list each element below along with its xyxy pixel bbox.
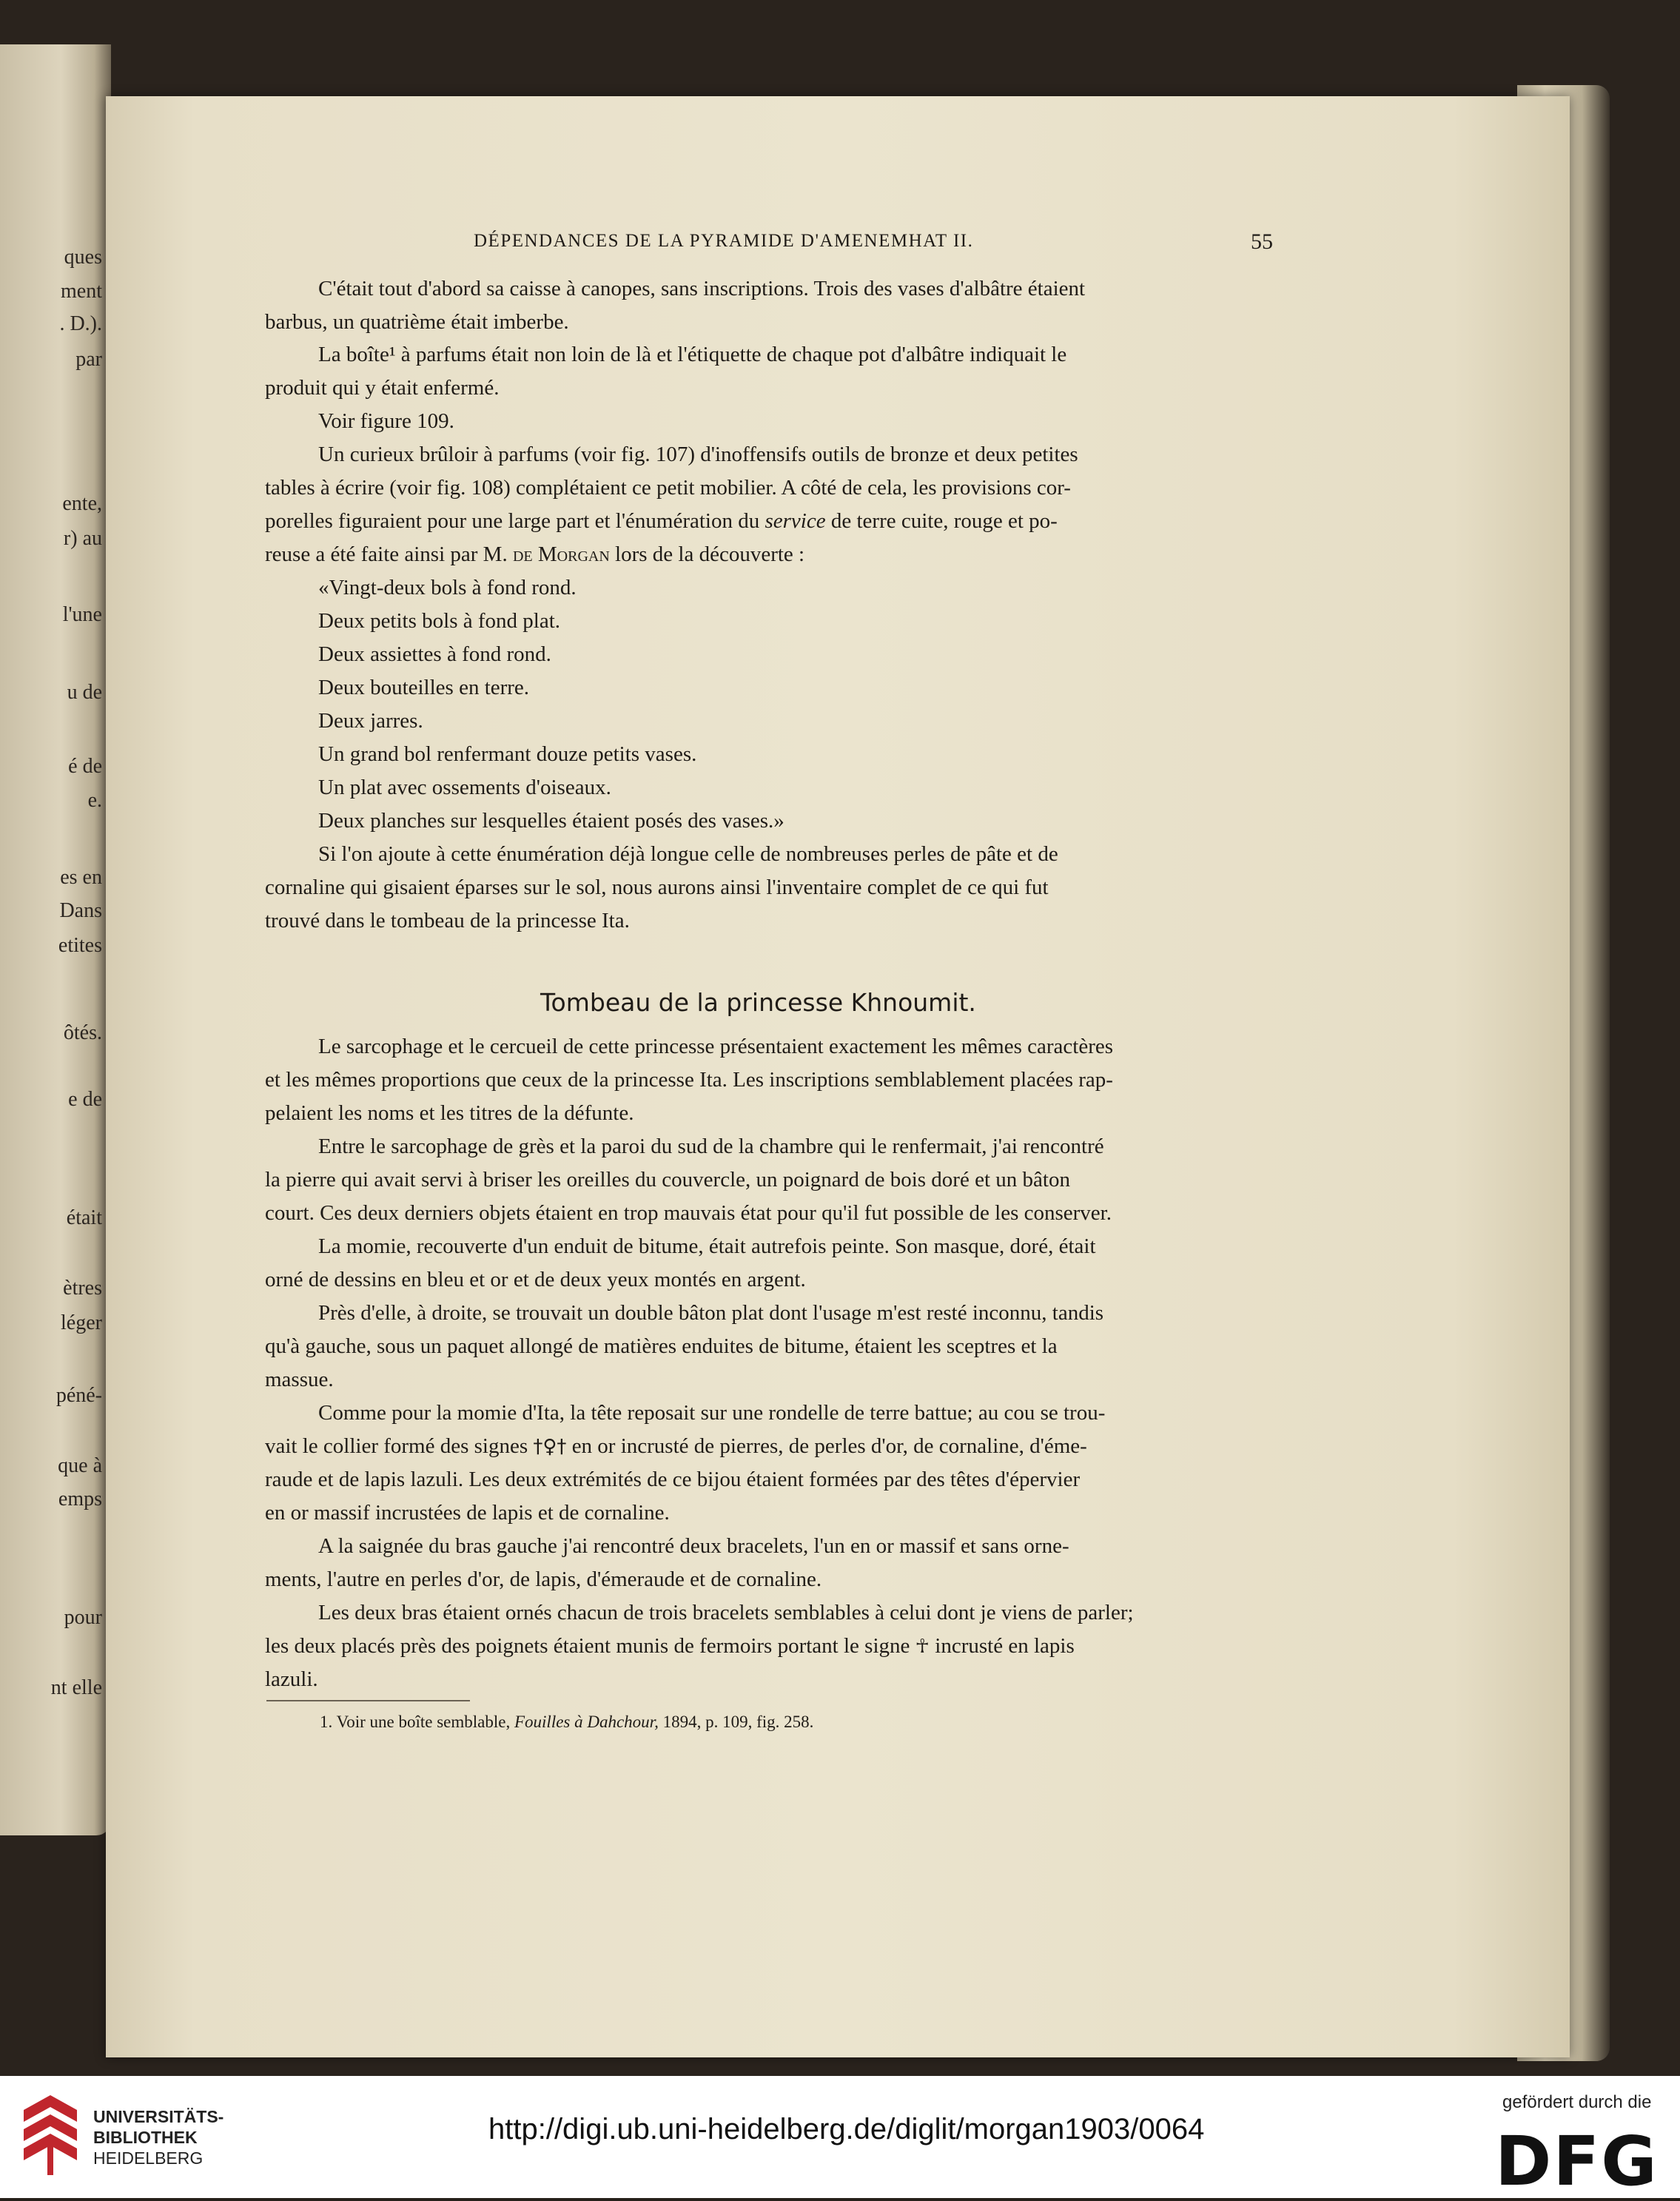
text-segment: de terre cuite, rouge et po-	[830, 509, 1058, 533]
list-item: «Vingt-deux bols à fond rond.	[318, 576, 577, 599]
text-line: C'était tout d'abord sa caisse à canopes, sans inscriptions. Trois des vases d'albâtre étaient	[318, 277, 1086, 300]
left-page-fragment: que à	[58, 1454, 102, 1477]
left-page-fragment: ques	[64, 246, 102, 269]
left-page-fragment: ment	[61, 280, 102, 303]
library-name-line: HEIDELBERG	[93, 2148, 204, 2168]
text-line: lazuli.	[265, 1667, 318, 1691]
text-line: A la saignée du bras gauche j'ai rencontré deux bracelets, l'un en or massif et sans orne-	[318, 1534, 1069, 1558]
text-line: La boîte¹ à parfums était non loin de là et l'étiquette de chaque pot d'albâtre indiquait le	[318, 343, 1067, 366]
list-item: Deux bouteilles en terre.	[318, 676, 530, 699]
dfg-logo: DFG	[1495, 2122, 1659, 2201]
footnote-rule	[266, 1700, 470, 1701]
text-line: Un curieux brûloir à parfums (voir fig. 107) d'inoffensifs outils de bronze et deux petites	[318, 443, 1078, 466]
text-line: Près d'elle, à droite, se trouvait un double bâton plat dont l'usage m'est resté inconnu, tandis	[318, 1301, 1104, 1325]
text-segment: reuse a été faite ainsi par M.	[265, 542, 508, 566]
text-line: produit qui y était enfermé.	[265, 376, 500, 400]
italic-term: service	[765, 509, 826, 533]
text-line: qu'à gauche, sous un paquet allongé de matières enduites de bitume, étaient les sceptres et la	[265, 1334, 1058, 1358]
library-name-line: UNIVERSITÄTS-	[93, 2107, 224, 2126]
list-item: Deux planches sur lesquelles étaient posés des vases.»	[318, 809, 784, 833]
left-page-fragment: e.	[87, 789, 102, 812]
left-page-fragment: était	[66, 1206, 102, 1229]
list-item: Deux jarres.	[318, 709, 423, 733]
left-page-fragment: es en	[60, 866, 102, 889]
text-line	[265, 1434, 1087, 1459]
left-page-fragment: par	[75, 348, 102, 371]
text-line	[265, 509, 1058, 534]
text-line: massue.	[265, 1368, 334, 1391]
text-segment: incrusté en lapis	[935, 1634, 1075, 1658]
left-page-fragment: ôtés.	[63, 1021, 102, 1044]
page-number: 55	[1251, 229, 1273, 254]
left-page-fragment: Dans	[59, 899, 102, 922]
text-line: Voir figure 109.	[318, 409, 454, 433]
viewer-footer	[0, 2076, 1680, 2201]
left-page-fragment: nt elle	[50, 1676, 102, 1699]
text-line: court. Ces deux derniers objets étaient en trop mauvais état pour qu'il fut possible de les conserver.	[265, 1201, 1112, 1225]
left-page-fragment: l'une	[62, 603, 102, 626]
text-line: tables à écrire (voir fig. 108) complétaient ce petit mobilier. A côté de cela, les provisions cor-	[265, 476, 1071, 500]
text-line: et les mêmes proportions que ceux de la princesse Ita. Les inscriptions semblablement placées rap-	[265, 1068, 1113, 1092]
text-line: Comme pour la momie d'Ita, la tête reposait sur une rondelle de terre battue; au cou se trou-	[318, 1401, 1106, 1425]
text-segment: les deux placés près des poignets étaient munis de fermoirs portant le signe	[265, 1634, 910, 1658]
text-line: Les deux bras étaient ornés chacun de trois bracelets semblables à celui dont je viens de parler;	[318, 1601, 1134, 1624]
left-page-fragment: ente,	[62, 492, 102, 515]
text-line: raude et de lapis lazuli. Les deux extrémités de ce bijou étaient formées par des têtes d'épervier	[265, 1468, 1081, 1491]
text-line: en or massif incrustées de lapis et de cornaline.	[265, 1501, 670, 1525]
list-item: Deux petits bols à fond plat.	[318, 609, 561, 633]
text-line: La momie, recouverte d'un enduit de bitume, était autrefois peinte. Son masque, doré, était	[318, 1234, 1096, 1258]
library-name-line: BIBLIOTHEK	[93, 2128, 198, 2147]
text-line: orné de dessins en bleu et or et de deux yeux montés en argent.	[265, 1268, 806, 1291]
section-title: Tombeau de la princesse Khnoumit.	[540, 988, 976, 1017]
ankh-sign-icon: ☥	[915, 1636, 930, 1658]
funding-caption: gefördert durch die	[1502, 2092, 1652, 2112]
permalink-url[interactable]: http://digi.ub.uni-heidelberg.de/diglit/morgan1903/0064	[488, 2113, 1205, 2145]
left-page-fragment: léger	[61, 1311, 102, 1334]
text-line: pelaient les noms et les titres de la défunte.	[265, 1101, 634, 1125]
list-item: Un plat avec ossements d'oiseaux.	[318, 776, 611, 799]
left-page-fragment: emps	[58, 1488, 102, 1511]
left-page-fragment: r) au	[63, 527, 102, 550]
university-library-logo-icon[interactable]	[21, 2092, 80, 2177]
left-page-fragment: péné-	[56, 1384, 102, 1407]
footnote-text: 1. Voir une boîte semblable,	[320, 1713, 511, 1731]
text-line: barbus, un quatrième était imberbe.	[265, 310, 569, 334]
text-line: Entre le sarcophage de grès et la paroi du sud de la chambre qui le renfermait, j'ai rencontré	[318, 1135, 1104, 1158]
list-item: Deux assiettes à fond rond.	[318, 642, 551, 666]
text-line: trouvé dans le tombeau de la princesse Ita.	[265, 909, 630, 933]
text-line: cornaline qui gisaient éparses sur le sol, nous aurons ainsi l'inventaire complet de ce qui fut	[265, 876, 1049, 899]
text-segment: lors de la découverte :	[615, 542, 805, 566]
text-segment: vait le collier formé des signes	[265, 1434, 528, 1458]
footnote	[320, 1713, 813, 1732]
footnote-text: 1894, p. 109, fig. 258.	[662, 1713, 814, 1731]
left-page-fragment: pour	[64, 1606, 102, 1629]
text-line: ments, l'autre en perles d'or, de lapis, d'émeraude et de cornaline.	[265, 1567, 822, 1591]
list-item: Un grand bol renfermant douze petits vases.	[318, 742, 697, 766]
text-line: la pierre qui avait servi à briser les oreilles du couvercle, un poignard de bois doré et un bâton	[265, 1168, 1070, 1192]
text-line	[265, 542, 804, 567]
text-line: Si l'on ajoute à cette énumération déjà longue celle de nombreuses perles de pâte et de	[318, 842, 1058, 866]
footnote-title: Fouilles à Dahchour,	[514, 1713, 659, 1731]
left-page-fragment: u de	[67, 681, 102, 704]
text-line	[265, 1634, 1075, 1659]
text-segment: porelles figuraient pour une large part et l'énumération du	[265, 509, 760, 533]
author-name: de Morgan	[512, 542, 610, 566]
left-page-fragment: etites	[58, 934, 102, 957]
left-page-fragment: ètres	[63, 1277, 102, 1300]
left-page-fragment: é de	[68, 755, 102, 778]
left-page-fragment: e de	[68, 1088, 102, 1111]
text-segment: en or incrusté de pierres, de perles d'or, de cornaline, d'éme-	[571, 1434, 1087, 1458]
previous-page-edge	[0, 44, 111, 1835]
text-line: Le sarcophage et le cercueil de cette princesse présentaient exactement les mêmes caractères	[318, 1035, 1114, 1058]
left-page-fragment: . D.).	[59, 312, 102, 335]
hieroglyph-signs-icon: †♀†	[533, 1436, 567, 1458]
running-head: DÉPENDANCES DE LA PYRAMIDE D'AMENEMHAT II.	[474, 231, 974, 251]
